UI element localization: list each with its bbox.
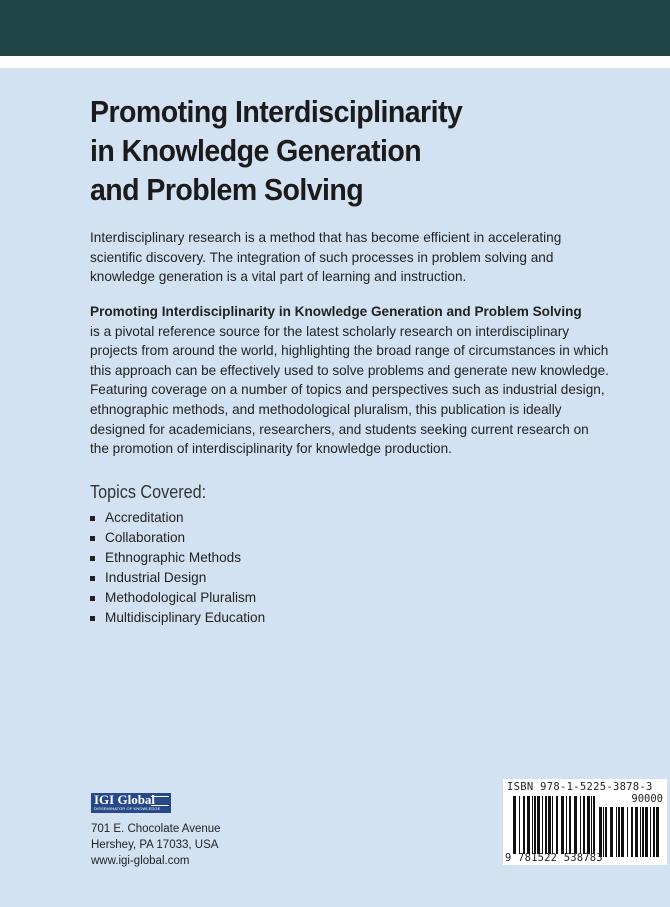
barcode-bar [519, 796, 520, 854]
description-paragraph [90, 302, 610, 459]
barcode-bar [593, 796, 595, 854]
barcode-bar [552, 796, 553, 854]
barcode-bar [618, 807, 620, 857]
barcode-bar [591, 796, 592, 854]
address-line: Hershey, PA 17033, USA [91, 839, 219, 851]
topic-label: Multidisciplinary Education [105, 610, 266, 625]
intro-paragraph: Interdisciplinary research is a method that has become efficient in accelerating scientific discovery. The integration of such processes in problem solving and knowledge generation is a vital part of learning and instruction. [90, 230, 562, 285]
barcode-bar [513, 796, 516, 854]
barcode-bar [650, 807, 651, 857]
list-item [90, 608, 265, 628]
topics-heading: Topics Covered: [90, 482, 207, 502]
barcode-bar [561, 796, 564, 854]
bullet-icon [90, 536, 95, 541]
address-line: 701 E. Chocolate Avenue [91, 823, 221, 835]
barcode-bar [627, 807, 628, 857]
barcode-bar [537, 796, 540, 854]
list-item [90, 508, 265, 528]
logo-name: IGI Global [94, 792, 156, 807]
bullet-icon [90, 556, 95, 561]
barcode-bar [556, 796, 558, 854]
topic-label: Accreditation [105, 510, 184, 525]
topics-list [90, 508, 265, 628]
barcode-bar [545, 796, 547, 854]
barcode-bar [580, 796, 581, 854]
barcode-bar [566, 796, 567, 854]
barcode-bar [542, 796, 543, 854]
logo-tagline: DISSEMINATOR OF KNOWLEDGE [94, 806, 161, 811]
description-text: is a pivotal reference source for the latest scholarly research on interdisciplinary projects from around the world, highlighting the broad range of circumstances in which this approach can be effectively used to solve problems and generate new knowledge. Featuring coverage on a number of topics and perspectives such as industrial design, ethnographic methods, and methodological pluralism, this publication is ideally designed for academicians, researchers, and students seeking current research on the promotion of interdisciplinarity for knowledge production. [90, 323, 609, 457]
barcode-bar [534, 796, 536, 854]
barcode-bar [656, 807, 659, 857]
barcode-bar [583, 796, 585, 854]
bullet-icon [90, 596, 95, 601]
barcode-bars [513, 796, 597, 854]
barcode-bar [635, 807, 638, 857]
barcode-bar [548, 796, 551, 854]
white-stripe [0, 56, 670, 68]
bullet-icon [90, 516, 95, 521]
list-item [90, 588, 265, 608]
barcode-bar [631, 807, 633, 857]
isbn-text: ISBN 978-1-5225-3878-3 [507, 781, 653, 793]
logo-lines-icon [151, 796, 169, 806]
title-line: in Knowledge Generation [90, 133, 422, 168]
title-line: Promoting Interdisciplinarity [90, 94, 463, 129]
top-color-band [0, 0, 670, 56]
barcode-bar [527, 796, 530, 854]
list-item [90, 528, 265, 548]
barcode-bar [523, 796, 525, 854]
barcode-bar [653, 807, 655, 857]
isbn-barcode [503, 779, 667, 865]
topic-label: Industrial Design [105, 570, 207, 585]
barcode-bar [599, 807, 602, 857]
addon-bars [599, 807, 661, 857]
list-item [90, 568, 265, 588]
publisher-logo [91, 793, 171, 813]
barcode-bar [642, 807, 644, 857]
description-book-title: Promoting Interdisciplinarity in Knowledge Generation and Problem Solving [90, 304, 582, 319]
barcode-bar [610, 807, 613, 857]
barcode-bar [574, 796, 577, 854]
barcode-bar [640, 807, 641, 857]
publisher-address [91, 821, 221, 869]
barcode-bar [569, 796, 571, 854]
topic-label: Collaboration [105, 530, 186, 545]
barcode-bar [605, 807, 607, 857]
book-title [90, 92, 513, 209]
barcode-bar [603, 807, 604, 857]
barcode-bar [645, 807, 648, 857]
topic-label: Ethnographic Methods [105, 550, 242, 565]
barcode-bar [532, 796, 533, 854]
list-item [90, 548, 265, 568]
bullet-icon [90, 576, 95, 581]
website-link: www.igi-global.com [91, 855, 190, 867]
topic-label: Methodological Pluralism [105, 590, 257, 605]
barcode-bar [616, 807, 617, 857]
bullet-icon [90, 616, 95, 621]
barcode-bar [587, 796, 590, 854]
title-line: and Problem Solving [90, 172, 364, 207]
barcode-bar [621, 807, 624, 857]
ean-number: 9 781522 538783 [505, 852, 603, 864]
addon-number: 90000 [631, 793, 663, 805]
